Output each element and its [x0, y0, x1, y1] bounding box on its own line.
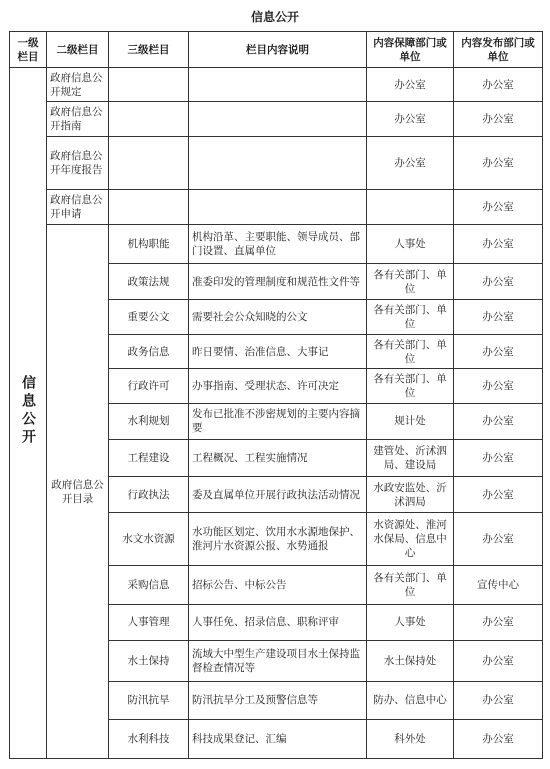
- publish-unit-cell: 办公室: [454, 641, 543, 682]
- publish-unit-cell: 宣传中心: [454, 566, 543, 605]
- content-desc-cell: [189, 102, 367, 136]
- content-desc-cell: 防汛抗旱分工及预警信息等: [189, 681, 367, 720]
- third-level-cell: 水土保持: [109, 641, 189, 682]
- third-level-cell: 政策法规: [109, 263, 189, 300]
- content-desc-cell: 流域大中型生产建设项目水土保持监督检查情况等: [189, 641, 367, 682]
- publish-unit-cell: 办公室: [454, 334, 543, 368]
- header-third-level: 三级栏目: [109, 32, 189, 68]
- header-row: [10, 32, 543, 68]
- third-level-cell: 采购信息: [109, 566, 189, 605]
- publish-unit-cell: 办公室: [454, 720, 543, 759]
- content-desc-cell: 发布已批准不涉密规划的主要内容摘要: [189, 403, 367, 440]
- content-desc-cell: 机构沿革、主要职能、领导成员、部门设置、直属单位: [189, 225, 367, 264]
- guarantee-unit-cell: 规计处: [367, 403, 454, 440]
- third-level-cell: [109, 102, 189, 136]
- publish-unit-cell: 办公室: [454, 136, 543, 189]
- header-second-level: 二级栏目: [47, 32, 109, 68]
- publish-unit-cell: 办公室: [454, 440, 543, 477]
- second-level-cell: 政府信息公开指南: [47, 102, 109, 136]
- guarantee-unit-cell: 各有关部门、单位: [367, 263, 454, 300]
- content-desc-cell: 招标公告、中标公告: [189, 566, 367, 605]
- third-level-cell: 水利规划: [109, 403, 189, 440]
- publish-unit-cell: 办公室: [454, 102, 543, 136]
- third-level-cell: [109, 68, 189, 102]
- publish-unit-cell: 办公室: [454, 300, 543, 334]
- guarantee-unit-cell: 人事处: [367, 225, 454, 264]
- guarantee-unit-cell: 水资源处、淮河水保局、信息中心: [367, 513, 454, 566]
- third-level-cell: [109, 136, 189, 189]
- first-level-cell: [10, 68, 47, 759]
- content-desc-cell: 需要社会公众知晓的公文: [189, 300, 367, 334]
- second-level-cell: 政府信息公开规定: [47, 68, 109, 102]
- guarantee-unit-cell: 水土保持处: [367, 641, 454, 682]
- third-level-cell: [109, 189, 189, 225]
- publish-unit-cell: 办公室: [454, 476, 543, 513]
- third-level-cell: 行政许可: [109, 369, 189, 403]
- guarantee-unit-cell: 办公室: [367, 102, 454, 136]
- guarantee-unit-cell: 建管处、沂沭泗局、建设局: [367, 440, 454, 477]
- publish-unit-cell: 办公室: [454, 263, 543, 300]
- guarantee-unit-cell: 科外处: [367, 720, 454, 759]
- guarantee-unit-cell: 防办、信息中心: [367, 681, 454, 720]
- third-level-cell: 水利科技: [109, 720, 189, 759]
- content-desc-cell: 委及直属单位开展行政执法活动情况: [189, 476, 367, 513]
- content-desc-cell: 水功能区划定、饮用水水源地保护、淮河片水资源公报、水势通报: [189, 513, 367, 566]
- first-level-label: 信息公开: [20, 375, 36, 447]
- second-level-cell: 政府信息公开申请: [47, 189, 109, 225]
- publish-unit-cell: 办公室: [454, 513, 543, 566]
- third-level-cell: 政务信息: [109, 334, 189, 368]
- guarantee-unit-cell: 各有关部门、单位: [367, 300, 454, 334]
- guarantee-unit-cell: 办公室: [367, 136, 454, 189]
- content-desc-cell: 工程概况、工程实施情况: [189, 440, 367, 477]
- publish-unit-cell: 办公室: [454, 403, 543, 440]
- publish-unit-cell: 办公室: [454, 68, 543, 102]
- third-level-cell: 水文水资源: [109, 513, 189, 566]
- table-row: [10, 189, 543, 225]
- publish-unit-cell: 办公室: [454, 225, 543, 264]
- header-first-level: 一级栏目: [10, 32, 47, 68]
- third-level-cell: 重要公文: [109, 300, 189, 334]
- header-publish-unit: 内容发布部门或单位: [454, 32, 543, 68]
- document-title: 信息公开: [250, 10, 299, 24]
- third-level-cell: 防汛抗旱: [109, 681, 189, 720]
- guarantee-unit-cell: 办公室: [367, 68, 454, 102]
- content-desc-cell: 人事任免、招录信息、职称评审: [189, 604, 367, 641]
- info-disclosure-table: [9, 31, 543, 759]
- content-desc-cell: 昨日要情、治准信息、大事记: [189, 334, 367, 368]
- publish-unit-cell: 办公室: [454, 369, 543, 403]
- guarantee-unit-cell: 各有关部门、单位: [367, 369, 454, 403]
- table-row: [10, 136, 543, 189]
- guarantee-unit-cell: 人事处: [367, 604, 454, 641]
- content-desc-cell: [189, 68, 367, 102]
- guarantee-unit-cell: 各有关部门、单位: [367, 566, 454, 605]
- content-desc-cell: 准委印发的管理制度和规范性文件等: [189, 263, 367, 300]
- third-level-cell: 工程建设: [109, 440, 189, 477]
- guarantee-unit-cell: [367, 189, 454, 225]
- third-level-cell: 人事管理: [109, 604, 189, 641]
- publish-unit-cell: 办公室: [454, 189, 543, 225]
- content-desc-cell: [189, 189, 367, 225]
- header-content-desc: 栏目内容说明: [189, 32, 367, 68]
- publish-unit-cell: 办公室: [454, 681, 543, 720]
- content-desc-cell: [189, 136, 367, 189]
- guarantee-unit-cell: 水政安监处、沂沭泗局: [367, 476, 454, 513]
- content-desc-cell: 办事指南、受理状态、许可决定: [189, 369, 367, 403]
- guarantee-unit-cell: 各有关部门、单位: [367, 334, 454, 368]
- table-row: [10, 68, 543, 102]
- content-desc-cell: 科技成果登记、汇编: [189, 720, 367, 759]
- header-guarantee-unit: 内容保障部门或单位: [367, 32, 454, 68]
- table-row: [10, 102, 543, 136]
- publish-unit-cell: 办公室: [454, 604, 543, 641]
- second-level-cell: 政府信息公开年度报告: [47, 136, 109, 189]
- catalog-second-level-cell: 政府信息公开目录: [47, 225, 109, 759]
- third-level-cell: 机构职能: [109, 225, 189, 264]
- third-level-cell: 行政执法: [109, 476, 189, 513]
- table-row: [10, 225, 543, 264]
